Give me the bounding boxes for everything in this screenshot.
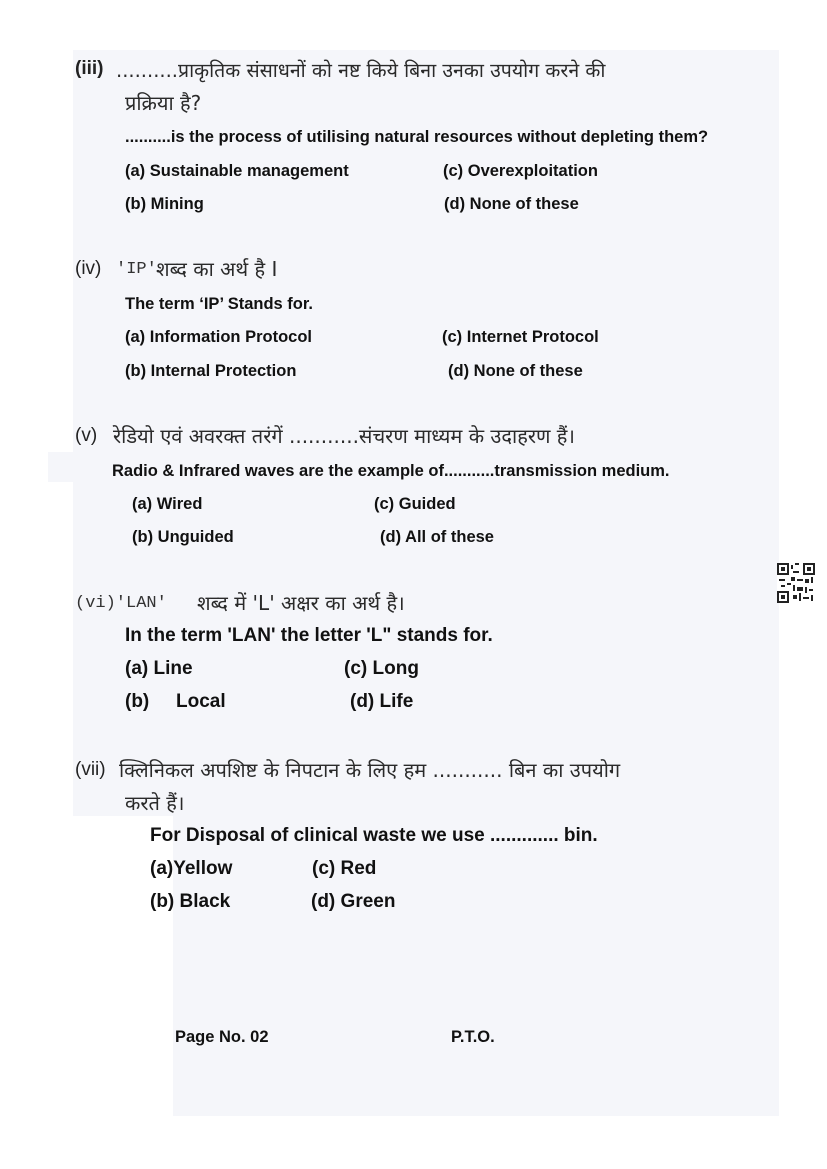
question-vi-option-b-label: (b) — [125, 691, 150, 712]
question-v-number: (v) — [75, 425, 98, 446]
qr-code-icon — [777, 563, 815, 603]
question-iv-number: (iv) — [75, 258, 102, 279]
question-vii-option-a: (a)Yellow — [150, 858, 233, 879]
question-iii-option-b: (b) Mining — [125, 195, 204, 213]
question-vii-hindi-line1: क्लिनिकल अपशिष्ट के निपटान के लिए हम ........... बिन का उपयोग — [119, 758, 621, 782]
please-turn-over: P.T.O. — [451, 1028, 495, 1046]
question-vii-option-d: (d) Green — [311, 891, 396, 912]
question-iii-hindi-line1: ..........प्राकृतिक संसाधनों को नष्ट किये बिना उनका उपयोग करने की — [116, 59, 606, 82]
question-iii-english: ..........is the process of utilising natural resources without depleting them? — [125, 128, 709, 146]
question-v-option-b: (b) Unguided — [132, 528, 234, 546]
question-vi-english: In the term 'LAN' the letter 'L" stands for. — [125, 625, 493, 646]
question-iv-code: 'IP' — [116, 260, 157, 279]
question-v-option-a: (a) Wired — [132, 495, 203, 513]
question-vi-option-c: (c) Long — [344, 658, 419, 679]
question-vi-option-b-text: Local — [176, 691, 226, 712]
page-number: Page No. 02 — [175, 1028, 269, 1046]
question-iv-option-d: (d) None of these — [448, 362, 583, 380]
question-v-option-c: (c) Guided — [374, 495, 456, 513]
question-iv-option-b: (b) Internal Protection — [125, 362, 297, 380]
question-vi-option-d: (d) Life — [350, 691, 414, 712]
question-vii-hindi-line2: करते हैं। — [125, 791, 185, 815]
question-v-hindi: रेडियो एवं अवरक्त तरंगें ...........संचरण माध्यम के उदाहरण हैं। — [113, 424, 576, 448]
page-background-panel-lower — [173, 816, 779, 1116]
question-v-english: Radio & Infrared waves are the example of...........transmission medium. — [112, 462, 670, 480]
question-iii-option-a: (a) Sustainable management — [125, 162, 349, 180]
question-vi-number: (vi)'LAN' — [75, 594, 167, 613]
question-iii-hindi-line2: प्रक्रिया है? — [125, 91, 202, 115]
question-v-option-d: (d) All of these — [380, 528, 494, 546]
question-vi-option-a: (a) Line — [125, 658, 193, 679]
question-iv-english: The term ‘IP’ Stands for. — [125, 295, 313, 313]
question-vii-number: (vii) — [75, 759, 106, 780]
question-vi-hindi: शब्द में 'L' अक्षर का अर्थ है। — [197, 591, 405, 615]
question-iv-option-c: (c) Internet Protocol — [442, 328, 599, 346]
question-vii-option-b: (b) Black — [150, 891, 231, 912]
question-iii-number: (iii) — [75, 58, 104, 79]
question-iv-option-a: (a) Information Protocol — [125, 328, 312, 346]
question-iii-option-d: (d) None of these — [444, 195, 579, 213]
question-iv-hindi: शब्द का अर्थ है I — [156, 257, 278, 281]
question-vii-english: For Disposal of clinical waste we use ............. bin. — [150, 825, 598, 846]
question-iii-option-c: (c) Overexploitation — [443, 162, 598, 180]
question-vii-option-c: (c) Red — [312, 858, 377, 879]
